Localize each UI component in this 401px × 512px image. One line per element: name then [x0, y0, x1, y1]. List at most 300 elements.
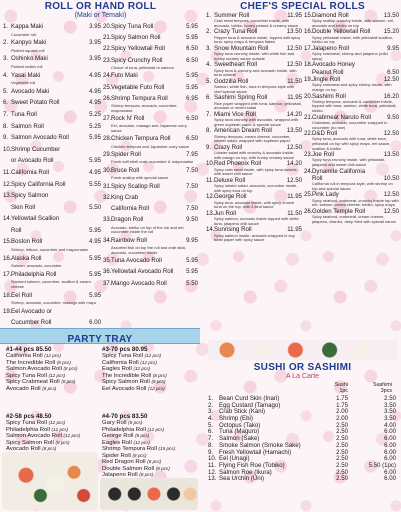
item-name: Boston Roll	[11, 238, 43, 246]
item-price: 6.50	[186, 56, 198, 64]
item-description: Spicy tuna crunchy with avocado, wrapped with green soybean paper & special sauce	[214, 117, 299, 127]
item-number: 22.	[103, 45, 112, 53]
item-name: Sashimi Spring Roll	[214, 94, 268, 102]
item-price: 12.50	[383, 207, 399, 215]
item-number: 21.	[304, 113, 313, 121]
menu-item	[304, 114, 399, 121]
item-price: 11.95	[287, 94, 302, 102]
roll-list-right	[103, 21, 198, 289]
sashimi-price: 6.00	[384, 448, 396, 456]
item-number: 10.	[206, 160, 215, 168]
item-name: Yasai Maki	[11, 71, 41, 79]
item-number: 30.	[103, 167, 112, 175]
roll-list-left	[3, 21, 101, 329]
item-number: 6.	[206, 94, 212, 102]
menu-item	[103, 214, 198, 225]
menu-item	[304, 45, 399, 52]
tray-item-qty: (12 pcs)	[140, 359, 157, 365]
menu-item	[3, 167, 101, 179]
tray-item-name: Spicy Salmon Roll	[102, 379, 150, 385]
sushi-price: 2.50	[336, 435, 348, 443]
tray-group-3	[102, 346, 198, 392]
tray-item-qty: (12 pcs)	[44, 353, 61, 358]
item-description: California roll in tempura style, with shrimp on top and special sauce	[312, 181, 393, 191]
item-description: Shrimp tempura, avocado & cucumber inside, topped with tuna, salmon, white tuna, yellowtail, tobiko	[312, 98, 397, 114]
menu-item	[103, 165, 198, 176]
menu-item	[3, 86, 101, 98]
tray-item-name: California Roll	[6, 353, 43, 359]
tray-item-name: Eel Avocado Roll	[102, 385, 147, 392]
sushi-subtitle: A La Carte	[285, 373, 320, 380]
roll-title: ROLL OR HAND ROLL	[44, 1, 157, 12]
item-name: Crabmeat Naruto Roll	[312, 113, 371, 121]
item-name: Jalapeno Roll	[312, 44, 349, 52]
sashimi-price: 3.50	[384, 401, 396, 409]
sushi-number: 4.	[208, 415, 214, 423]
item-number: 25.	[103, 83, 112, 91]
item-description: Shrimp tempura, avocado, cucumber, mayonnaise	[111, 102, 178, 113]
item-number: 33.	[103, 216, 112, 224]
menu-item	[3, 290, 101, 302]
sushi-number: 3.	[208, 408, 214, 416]
sushi-number: 7.	[208, 435, 214, 443]
item-name: Miami Vice Roll	[214, 110, 256, 118]
sushi-number: 13.	[208, 475, 217, 483]
sashimi-price: 6.00	[384, 455, 396, 463]
item-name: Peanut Roll	[312, 68, 344, 76]
tray-item-name: Eagles Roll	[102, 366, 132, 372]
item-description: Pepper tuna & avocado inside, topped with spicy tuna, spicy mayo & tempura flakes	[214, 34, 301, 45]
item-number: 16.	[304, 28, 313, 36]
item-name: Alaska Roll	[11, 254, 42, 262]
item-description: Spicy lobster salad, avocado, cucumber inside, with spicy tuna on top	[214, 183, 298, 193]
item-description: Spicy crabmeat and spicy shrimp inside, with mango on top	[312, 82, 392, 92]
item-price: 6.00	[89, 319, 101, 327]
item-name: Yellowtail Scallion	[11, 215, 60, 223]
item-description: Spicy tuna, avocado inside, with spicy crunch tuna on the top, with 3 kind sauce	[214, 199, 295, 210]
item-number: 21.	[103, 34, 112, 42]
tray-item-qty: (8 pcs)	[139, 472, 154, 477]
item-description: Shrimp tempura, cream cheese, cucumber, lobster salad, wrapped with soybean paper	[214, 133, 291, 144]
sushi-name: Fresh Yellowtail (Hamachi)	[219, 448, 292, 456]
menu-item	[103, 70, 198, 81]
item-name: Red Phoenix Roll	[214, 160, 262, 168]
item-number: 5.	[206, 77, 212, 85]
item-price: 9.50	[186, 216, 198, 224]
sushi-price: 1.75	[336, 395, 348, 402]
sushi-price: 2.00	[336, 415, 348, 423]
tray-item-name: Red Dragon Roll	[102, 459, 146, 465]
menu-item	[304, 130, 399, 137]
tray-item	[102, 386, 198, 393]
sushi-number: 1.	[208, 395, 214, 402]
menu-item	[206, 226, 302, 233]
menu-item	[103, 149, 198, 160]
menu-item	[3, 202, 101, 214]
item-number: 28.	[103, 135, 112, 143]
menu-item	[304, 191, 399, 198]
party-tray-section	[0, 328, 200, 512]
tray-item-name: Philadelphia Roll	[102, 426, 146, 433]
menu-item	[3, 225, 101, 237]
tray-item-qty: (12 pcs)	[144, 353, 162, 358]
item-name: Oshinko Maki	[11, 55, 48, 63]
sashimi-price: 6.00	[384, 441, 396, 449]
tray-item-qty: (8 pcs)	[132, 452, 147, 458]
sushi-price: 2.50	[336, 461, 348, 469]
tray-item-qty: (12 pcs)	[48, 420, 66, 425]
item-name: Rock N' Roll	[111, 115, 145, 123]
tray-item-qty: (8 pcs)	[147, 459, 162, 464]
item-description: Crabmeat, avocado, cucumber wrapped in cucumber (no rice)	[312, 119, 388, 130]
item-number: 18.	[3, 291, 12, 299]
item-number: 27.	[103, 115, 112, 123]
item-number: 26.	[103, 94, 112, 102]
item-number: 2.	[3, 39, 9, 47]
sushi-number: 5.	[208, 421, 214, 429]
sashimi-price: 5.50 (1pc)	[368, 461, 396, 469]
item-price: 11.95	[287, 193, 302, 201]
menu-item	[3, 236, 101, 248]
item-price: 6.50	[186, 45, 198, 53]
item-description: Chicken tempura and Japanese curry sauce	[111, 143, 190, 149]
item-description: Spicy crabmeat, shrimp and jalapeno (mild spicy)	[312, 51, 388, 61]
tray-heading: #1-#4 pcs 85.50	[6, 346, 52, 353]
sushi-price: 2.50	[336, 428, 348, 436]
item-number: 19.	[3, 307, 12, 315]
tray-item-qty: (12 pcs)	[63, 433, 81, 438]
tray-item-name: George Roll	[102, 433, 134, 439]
item-name: Dynamite California	[312, 167, 366, 175]
menu-item	[3, 132, 101, 144]
tray-item-name: Spider Roll	[102, 452, 131, 459]
item-number: 10.	[3, 145, 12, 153]
item-name: King Crab	[111, 194, 139, 201]
item-number: 31.	[103, 182, 112, 190]
item-price: 6.50	[186, 115, 198, 123]
item-price: 11.95	[287, 12, 302, 19]
menu-item	[3, 97, 101, 109]
tray-item-name: The Incredible Roll	[6, 359, 56, 366]
sushi-name: Salmon Roe (Ikura)	[219, 468, 272, 476]
item-name: Spicy California Roll	[11, 180, 66, 188]
menu-item	[3, 70, 101, 82]
item-price: 10.50	[383, 174, 399, 182]
item-number: 7.	[3, 110, 9, 118]
item-description: Shrimp, lettuce, cucumber and mayonnaise	[11, 247, 88, 253]
tray-item-qty: (12 pcs)	[48, 372, 66, 378]
menu-item	[103, 93, 198, 104]
tray-group-4	[102, 413, 198, 479]
menu-item	[206, 94, 302, 101]
item-number: 9.	[206, 143, 212, 151]
item-price: 6.95	[186, 94, 198, 102]
item-description: Crab meat tempura, cucumber inside, with avocado, tobiko, honey peanut & creamy sauce	[214, 18, 299, 28]
item-price: 12.50	[383, 76, 399, 84]
item-description: Assorted fish on top the roll and crab stick, avocado, cucumber inside	[111, 244, 187, 255]
menu-item	[304, 69, 399, 76]
item-price: 9.95	[387, 44, 399, 52]
tray-item-name: Avocado Roll	[6, 385, 41, 392]
sashimi-price: 2.50	[384, 395, 396, 402]
item-name: Jun Roll	[214, 209, 237, 217]
sushi-col-qty: 1pc	[339, 387, 348, 394]
sushi-table	[208, 396, 398, 483]
item-price: 6.50	[387, 68, 399, 76]
menu-item	[103, 133, 198, 144]
item-name: Spicy Yellowtail Roll	[111, 45, 165, 53]
menu-item	[3, 37, 101, 49]
item-description: Eel, avocado, masago and Japanese curry sauce	[111, 123, 187, 133]
item-price: 5.95	[89, 270, 101, 278]
item-name: Crazy Tuna Roll	[214, 28, 258, 36]
item-name: Jingle Roll	[312, 76, 341, 84]
tray-heading: #4-70 pcs 83.50	[102, 413, 148, 420]
item-name: Joe Roll	[312, 151, 335, 159]
item-number: 29.	[103, 151, 112, 159]
item-name: Philadelphia Roll	[11, 270, 57, 278]
tray-item-name: Spicy Tuna Roll	[6, 372, 47, 379]
item-price: 4.95	[89, 87, 101, 95]
party-tray-title: PARTY TRAY	[67, 334, 133, 345]
tray-item	[6, 386, 98, 393]
item-name: Spider Roll	[111, 151, 141, 159]
sashimi-col-label: Sashimi	[373, 382, 392, 388]
item-name: Mango Avocado Roll	[111, 279, 167, 287]
sushi-number: 2.	[208, 401, 214, 409]
sushi-title: SUSHI OR SASHIMI	[253, 362, 352, 373]
item-description: Lobster salad with crunchy & avocado inside, with mango on top, with honey creamy sauce	[214, 150, 295, 160]
sushi-name: Flying Fish Roe (Tobiko)	[219, 461, 285, 469]
item-name: Shrimp Cucumber	[11, 145, 61, 153]
menu-item	[206, 160, 302, 167]
sashimi-price: 6.00	[384, 475, 396, 483]
item-name: Roll	[312, 174, 323, 182]
tray-item-name: Spicy Crabmeat Roll	[6, 379, 60, 385]
item-description: Spicy tuna crunchy inside, with yellowtail, jalapeno and sweet chili sauce	[312, 157, 386, 168]
item-price: 5.95	[186, 83, 198, 91]
menu-item	[206, 144, 302, 151]
menu-item	[103, 278, 198, 289]
item-price: 5.95	[89, 254, 101, 262]
menu-item	[304, 208, 399, 215]
tray-group-2	[6, 413, 98, 453]
sushi-section	[206, 362, 399, 512]
sashimi-col-qty: 3pcs	[380, 387, 392, 394]
item-number: 32.	[103, 194, 112, 201]
menu-item	[103, 113, 198, 124]
tray-item-name: Eagles Roll	[102, 439, 132, 446]
item-number: 5.	[3, 87, 9, 95]
item-price: 13.50	[383, 12, 399, 19]
item-description: Spicy tuna & crunchy and avocado inside, with tuna outside	[214, 67, 297, 78]
sushi-name: Sea Urchin (Uni)	[219, 475, 265, 483]
item-name: Salmon Roll	[11, 122, 44, 130]
sushi-price: 2.50	[336, 441, 348, 449]
menu-item	[103, 55, 198, 66]
sashimi-price: 3.50	[384, 415, 396, 423]
item-number: 22.	[304, 130, 313, 138]
tray-item-qty: (8 pcs)	[56, 359, 71, 365]
sashimi-price: 6.00	[384, 428, 396, 436]
item-number: 23.	[103, 56, 112, 64]
item-number: 12.	[3, 180, 12, 188]
sushi-row	[208, 476, 398, 483]
tray-item-qty: (12 pcs)	[147, 426, 165, 432]
item-number: 4.	[3, 71, 9, 79]
item-price: 4.95	[89, 168, 101, 176]
item-number: 23.	[304, 151, 313, 159]
item-number: 34.	[103, 236, 112, 244]
item-name: Sweet Potato Roll	[11, 99, 60, 107]
item-price: 13.50	[286, 127, 302, 135]
menu-item	[103, 235, 198, 246]
item-price: 5.95	[186, 268, 198, 276]
sushi-number: 12.	[208, 468, 217, 476]
menu-item	[103, 266, 198, 277]
item-number: 7.	[206, 110, 212, 118]
item-name: Godzilla Roll	[214, 77, 249, 85]
tray-item-qty: (12 pcs)	[51, 426, 69, 432]
item-price: 5.95	[186, 23, 198, 30]
tray-item-name: Salmon Avocado Roll	[6, 433, 62, 439]
item-name: Rainbow Roll	[111, 236, 147, 244]
menu-item	[206, 210, 302, 217]
sushi-price: 2.00	[336, 408, 348, 416]
item-name: American Dream Roll	[214, 127, 272, 135]
item-description: Rice paper wrapped with tuna, salmon, yellowtail, avocado or mixed salad	[214, 100, 302, 111]
sushi-price: 1.75	[336, 401, 348, 409]
item-price: 5.25	[89, 122, 101, 130]
item-number: 35.	[103, 257, 112, 265]
chef-list-left	[206, 12, 302, 243]
tray-item-name: Spicy Tuna Roll	[102, 353, 143, 359]
item-name: Yellowtail Avocado Roll	[111, 268, 174, 276]
item-name: Roll	[11, 226, 22, 234]
tray-item-name: Double Salmon Roll	[102, 465, 155, 472]
menu-item	[206, 45, 302, 52]
menu-item	[3, 53, 101, 65]
item-price: 13.50	[286, 28, 302, 36]
menu-item	[3, 109, 101, 121]
tray-item-qty: (12 pcs)	[133, 366, 151, 371]
item-number: 1.	[206, 12, 212, 19]
chef-list-right	[304, 12, 399, 224]
sushi-col-label: Sushi	[334, 382, 348, 388]
sushi-number: 6.	[208, 428, 214, 436]
sushi-number: 11.	[208, 461, 217, 469]
menu-item	[304, 93, 399, 100]
menu-item	[304, 61, 399, 68]
menu-item	[3, 179, 101, 191]
item-name: Bruce Roll	[111, 167, 140, 175]
menu-item	[103, 43, 198, 54]
tray-item-qty: (8 pcs)	[152, 372, 167, 378]
sushi-name: Octopus (Tako)	[219, 421, 261, 429]
menu-item	[304, 175, 399, 182]
item-number: 11.	[3, 168, 12, 176]
tray-item-name: Gary Roll	[102, 420, 127, 426]
item-price: 5.95	[186, 34, 198, 42]
menu-item	[103, 192, 198, 203]
menu-item	[206, 177, 302, 184]
item-price: 12.50	[383, 130, 399, 138]
item-number: 37.	[103, 279, 112, 287]
item-price: 11.50	[287, 77, 302, 85]
item-number: 20.	[103, 23, 112, 30]
item-number: 13.	[206, 209, 215, 217]
sushi-price: 2.50	[336, 475, 348, 483]
item-price: 4.95	[89, 71, 101, 79]
item-price: 6.50	[186, 135, 198, 143]
item-name: D&D Roll	[312, 130, 338, 138]
item-description: Salmon, avocado, cucumber	[11, 263, 62, 269]
item-price: 4.95	[89, 99, 101, 107]
item-name: George Roll	[214, 193, 247, 201]
item-name: Kanpyo Maki	[11, 39, 47, 47]
sushi-number: 9.	[208, 448, 214, 456]
sashimi-price: 6.00	[384, 435, 396, 443]
item-description: Cucumber roll	[11, 31, 36, 37]
item-price: 3.95	[89, 23, 101, 30]
item-name: Salmon Avocado Roll	[11, 134, 69, 142]
item-name: Sunrising Roll	[214, 226, 252, 234]
sushi-number: 8.	[208, 441, 214, 449]
item-price: 5.95	[89, 291, 101, 299]
menu-item	[206, 61, 302, 68]
tray-item-qty: (8 pcs)	[128, 420, 143, 425]
item-name: Skin Roll	[11, 203, 36, 211]
item-name: Pink Lady	[312, 191, 339, 199]
item-number: 8.	[206, 127, 212, 135]
tray-item-name: Salmon Avocado Roll	[6, 366, 62, 372]
tray-item-qty: (8 pcs)	[42, 385, 57, 391]
item-description: Pickled radish roll	[11, 63, 43, 69]
item-description: Spicy seafood, crabmeat, crunchy inside top with eel, salmon, cream cheese, tobiko, spicy mayo	[312, 197, 399, 208]
item-price: 7.95	[186, 151, 198, 159]
item-price: 4.95	[89, 238, 101, 246]
item-name: Kappa Maki	[11, 23, 44, 30]
item-name: Tuna Avocado Roll	[111, 257, 162, 265]
menu-item	[304, 76, 399, 83]
menu-item	[206, 28, 302, 35]
sushi-name: Bean Curd Skin (Inari)	[219, 395, 280, 402]
item-name: California Roll	[111, 205, 149, 213]
menu-item	[304, 28, 399, 35]
item-description: Shrimp, avocado, cucumber, masago with mayo	[11, 300, 97, 306]
menu-item	[206, 12, 302, 19]
item-number: 2.	[206, 28, 212, 36]
maki-platter-image	[100, 478, 198, 510]
tray-item-qty: (8 pcs)	[135, 433, 150, 438]
item-number: 24.	[103, 72, 112, 80]
sushi-platter-image	[2, 452, 98, 510]
item-name: Double Yellowtail Roll	[312, 28, 371, 36]
chef-roll-image	[208, 340, 398, 360]
menu-item	[3, 121, 101, 133]
item-name: Deluxe Roll	[214, 176, 246, 184]
item-price: 12.50	[286, 143, 302, 151]
sushi-name: Shrimp (Ebi)	[219, 415, 253, 423]
item-name: Snow Mountain Roll	[214, 44, 269, 52]
item-name: Spicy Salmon	[11, 192, 49, 200]
item-description: Fresh scallop with special sauce	[111, 175, 169, 181]
menu-item	[304, 151, 399, 158]
tray-item-qty: (8 pcs)	[63, 366, 78, 371]
tray-item-qty: (8 pcs)	[151, 379, 166, 384]
item-price: 7.50	[186, 167, 198, 175]
tray-item-qty: (8 pcs)	[42, 446, 57, 451]
